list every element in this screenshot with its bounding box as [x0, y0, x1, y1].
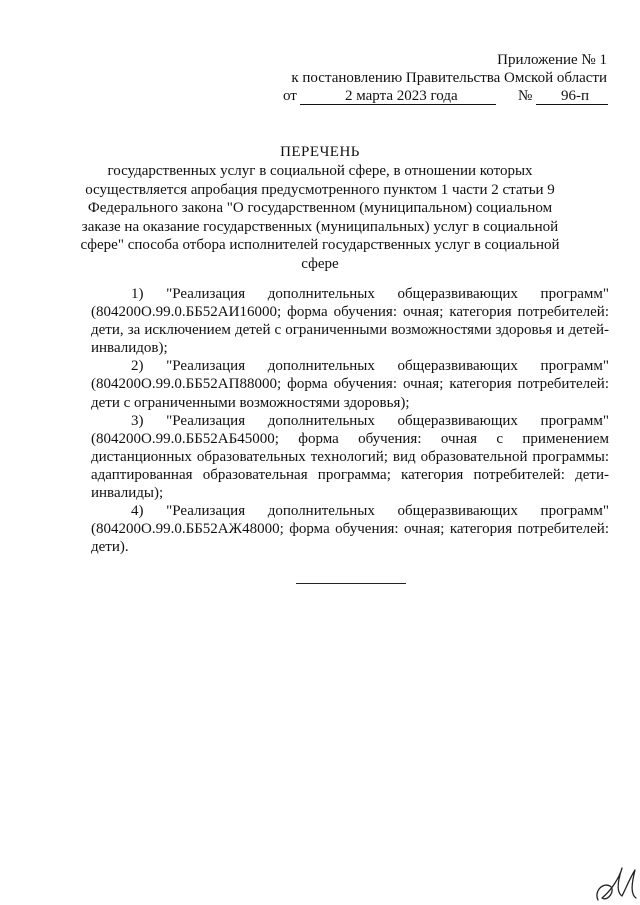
closing-divider [296, 583, 406, 584]
services-list [91, 285, 609, 556]
handwritten-initials [592, 862, 637, 905]
resolution-reference: к постановлению Правительства Омской области [291, 70, 607, 86]
date-number-row [283, 87, 608, 107]
date-value: 2 марта 2023 года [345, 88, 458, 104]
document-title: ПЕРЕЧЕНЬ [280, 144, 360, 160]
document-subtitle: государственных услуг в социальной сфере, в отношении которых осуществляется апробация предусмотренного пунктом 1 части 2 статьи 9 Федерального закона "О государственном (муниципальном) социальном заказе на оказание государственных (муниципальных) услуг в социальной сфере" способа отбора исполнителей государственных услуг в социальной сфере [80, 163, 560, 272]
number-sign: № [518, 88, 533, 104]
annex-label: Приложение № 1 [497, 52, 607, 68]
list-item: 2) "Реализация дополнительных общеразвивающих программ" (804200О.99.0.ББ52АП88000; форма обучения: очная; категория потребителей: дети с ограниченными возможностями здоровья); [91, 358, 609, 411]
date-prefix: от [283, 88, 297, 104]
number-value: 96-п [561, 88, 590, 104]
list-item: 3) "Реализация дополнительных общеразвивающих программ" (804200О.99.0.ББ52АБ45000; форма обучения: очная с применением дистанционных образовательных технологий; вид образовательной программы: адаптированная образовательная программа; категория потребителей: дети-инвалиды); [91, 412, 609, 502]
list-item: 4) "Реализация дополнительных общеразвивающих программ" (804200О.99.0.ББ52АЖ48000; форма обучения: очная; категория потребителей: дети). [91, 503, 609, 556]
list-item: 1) "Реализация дополнительных общеразвивающих программ" (804200О.99.0.ББ52АИ16000; форма обучения: очная; категория потребителей: дети, за исключением детей с ограниченными возможностями здоровья и детей-инвалидов); [91, 286, 609, 357]
